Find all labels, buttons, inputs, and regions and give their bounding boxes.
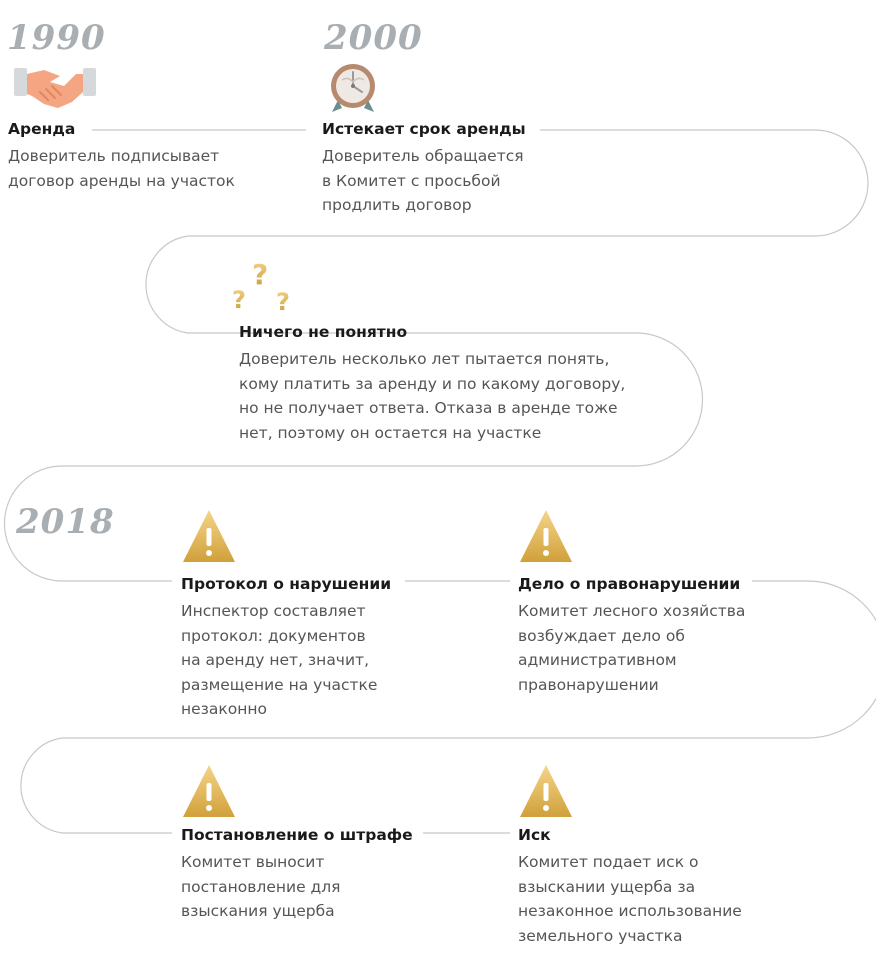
- step-description: Комитет лесного хозяйства возбуждает дело об административном правонарушении: [518, 602, 746, 694]
- warning-icon: [181, 508, 237, 564]
- step-title: Аренда: [8, 120, 76, 138]
- timeline-step-lease: [8, 120, 235, 193]
- timeline-step-offense-case: [518, 575, 745, 697]
- step-description: Инспектор составляет протокол: документов на аренду нет, значит, размещение на участке незаконно: [181, 602, 378, 718]
- step-description: Доверитель обращается в Комитет с просьбой продлить договор: [322, 147, 524, 214]
- svg-text:?: ?: [232, 286, 246, 314]
- timeline-step-fine-decision: [181, 826, 413, 924]
- svg-text:?: ?: [276, 288, 290, 314]
- year-label-2000: 2000: [324, 18, 423, 58]
- handshake-icon: [14, 62, 96, 112]
- warning-icon: [518, 763, 574, 819]
- warning-icon: [181, 763, 237, 819]
- timeline-step-violation-protocol: [181, 575, 391, 722]
- step-description: Комитет выносит постановление для взыскания ущерба: [181, 853, 341, 920]
- timeline-step-lawsuit: [518, 826, 742, 948]
- question-marks-icon: [232, 262, 300, 314]
- step-title: Постановление о штрафе: [181, 826, 413, 844]
- timeline-step-unclear: [239, 323, 625, 445]
- svg-text:?: ?: [252, 262, 269, 291]
- clock-icon: [328, 62, 378, 114]
- step-title: Иск: [518, 826, 551, 844]
- step-description: Комитет подает иск о взыскании ущерба за незаконное использование земельного участка: [518, 853, 742, 945]
- warning-icon: [518, 508, 574, 564]
- step-title: Протокол о нарушении: [181, 575, 392, 593]
- step-description: Доверитель подписывает договор аренды на участок: [8, 147, 235, 190]
- step-title: Истекает срок аренды: [322, 120, 526, 138]
- step-description: Доверитель несколько лет пытается понять, кому платить за аренду и по какому договору, но не получает ответа. Отказа в аренде тоже нет, поэтому он остается на участке: [239, 350, 626, 442]
- step-title: Дело о правонарушении: [518, 575, 741, 593]
- step-title: Ничего не понятно: [239, 323, 408, 341]
- year-label-1990: 1990: [7, 18, 106, 58]
- timeline-step-lease-expires: [322, 120, 526, 218]
- year-label-2018: 2018: [16, 502, 115, 542]
